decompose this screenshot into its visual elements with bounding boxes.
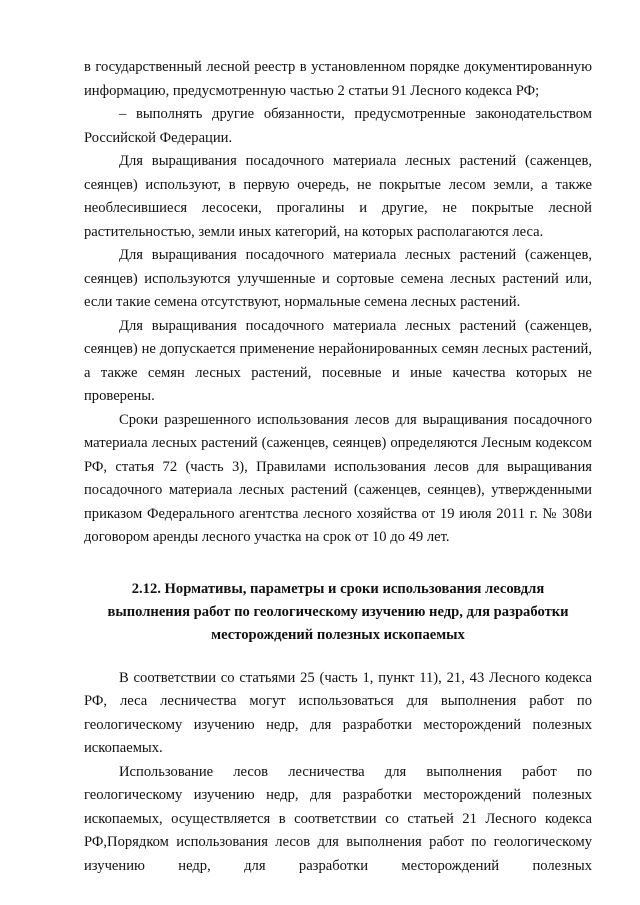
paragraph-seeds-prohibited: Для выращивания посадочного материала лесных растений (саженцев, сеянцев) не допускается применение нерайонированных семян лесных растений, а также семян лесных растений, посевные и иные качества которых не проверены. (84, 317, 592, 404)
section-heading-line: месторождений полезных ископаемых (211, 626, 465, 643)
section-heading (84, 578, 592, 647)
document-page (84, 56, 592, 878)
section-heading-line: 2.12. Нормативы, параметры и сроки использования лесовдля (131, 580, 545, 597)
paragraph-other-duties: – выполнять другие обязанности, предусмотренные законодательством Российской Федерации. (84, 106, 592, 146)
paragraph-legal-basis: В соответствии со статьями 25 (часть 1, пункт 11), 21, 43 Лесного кодекса РФ, леса лесничества могут использоваться для выполнения работ по геологическому изучению недр, для разработки месторождений полезных ископаемых. (84, 669, 592, 756)
paragraph-seeds-used: Для выращивания посадочного материала лесных растений (саженцев, сеянцев) используются улучшенные и сортовые семена лесных растений или, если такие семена отсутствуют, нормальные семена лесных растений. (84, 247, 592, 310)
paragraph-usage-terms: Сроки разрешенного использования лесов для выращивания посадочного материала лесных растений (саженцев, сеянцев) определяются Лесным кодексом РФ, статья 72 (часть 3), Правилами использования лесов для выращивания посадочного материала лесных растений (саженцев, сеянцев), утвержденными приказом Федерального агентства лесного хозяйства от 19 июля 2011 г. № 308и договором аренды лесного участка на срок от 10 до 49 лет. (84, 411, 592, 545)
paragraph-usage-procedure: Использование лесов лесничества для выполнения работ по геологическому изучению недр, для разработки месторождений полезных ископаемых, осуществляется в соответствии со статьей 21 Лесного кодекса РФ,Порядком использования лесов для выполнения работ по геологическому изучению недр, для разработки месторождений полезных (84, 763, 592, 874)
paragraph-lands-for-planting: Для выращивания посадочного материала лесных растений (саженцев, сеянцев) используют, в первую очередь, не покрытые лесом земли, а также необлесившиеся лесосеки, прогалины и другие, не покрытые лесной растительностью, земли иных категорий, на которых располагаются леса. (84, 153, 592, 240)
section-heading-line: выполнения работ по геологическому изучению недр, для разработки (107, 603, 569, 620)
paragraph-continuation: в государственный лесной реестр в установленном порядке документированную информацию, предусмотренную частью 2 статьи 91 Лесного кодекса РФ; (84, 59, 592, 99)
